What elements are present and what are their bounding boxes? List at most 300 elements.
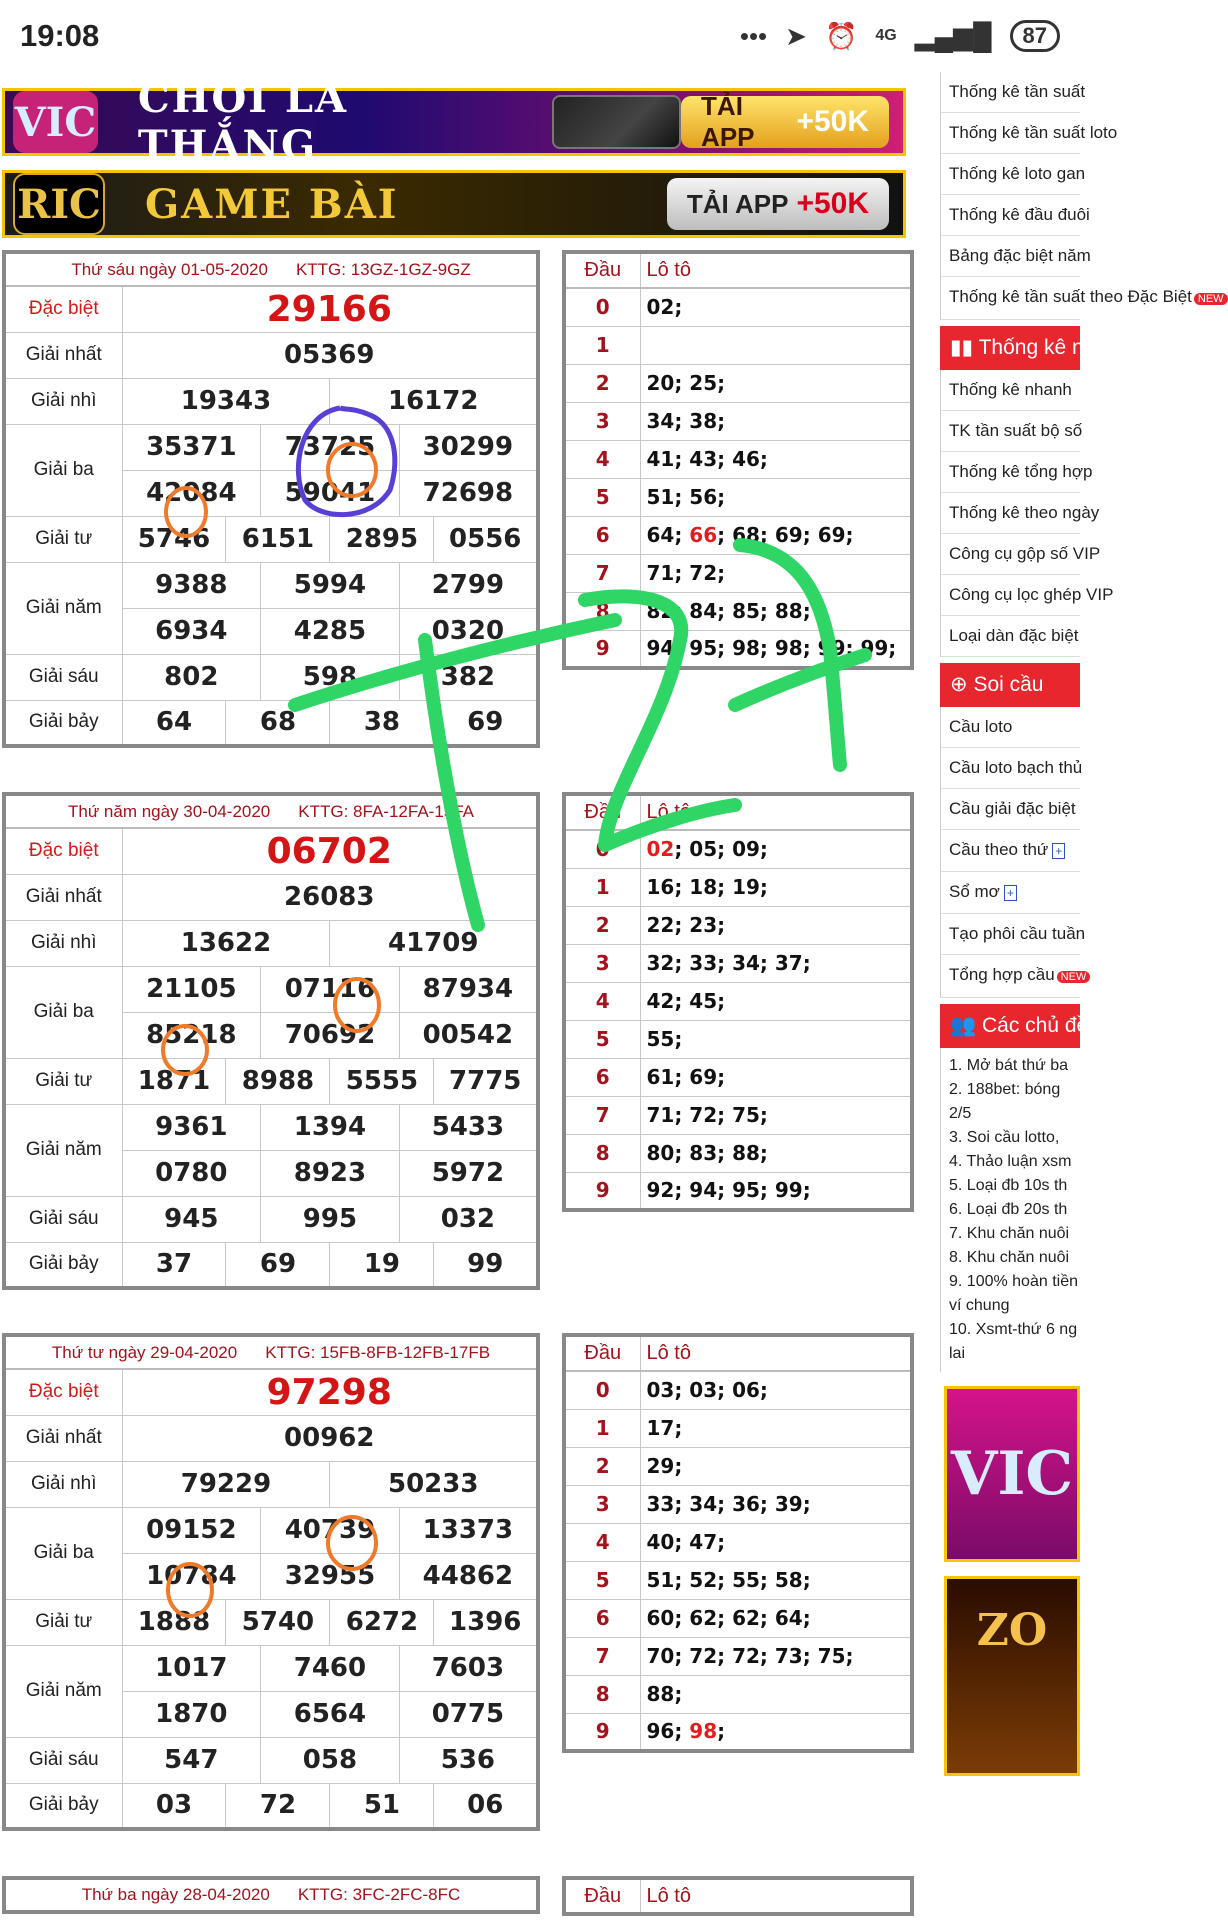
sidebar-section-thong-ke: ▮▮ Thống kê n	[940, 326, 1080, 370]
sidebar-link[interactable]	[940, 411, 1083, 452]
sidebar-link-label: Thống kê nhanh	[949, 380, 1072, 399]
kttg-code: KTTG: 8FA-12FA-15FA	[298, 801, 475, 821]
third-prize: 40739	[261, 1507, 400, 1553]
loto-row	[564, 1599, 912, 1637]
loto-digit: 2	[564, 1447, 640, 1485]
sixth-prize: 058	[261, 1737, 400, 1783]
loto-row	[564, 1096, 912, 1134]
loto-row	[564, 592, 912, 630]
result-table	[2, 1876, 540, 1914]
loto-row	[564, 288, 912, 326]
prize-label: Giải năm	[4, 1645, 122, 1737]
special-prize: 06702	[122, 828, 538, 874]
loto-values: 61; 69;	[640, 1058, 912, 1096]
status-icons	[740, 20, 1060, 52]
location-arrow-icon: ➤	[785, 20, 807, 51]
topic-link[interactable]: 6. Loại đb 20s th	[949, 1201, 1068, 1218]
seventh-prize: 69	[434, 700, 538, 746]
loto-table	[562, 792, 914, 1212]
loto-header	[564, 1335, 912, 1371]
kttg-code: KTTG: 15FB-8FB-12FB-17FB	[265, 1342, 491, 1362]
first-prize: 05369	[122, 332, 538, 378]
loto-header	[564, 1878, 912, 1914]
loto-values: 60; 62; 62; 64;	[640, 1599, 912, 1637]
loto-row	[564, 1713, 912, 1751]
loto-row	[564, 1371, 912, 1409]
expand-plus-icon[interactable]: +	[1052, 843, 1065, 859]
sidebar-link-label: Công cụ gộp số VIP	[949, 544, 1101, 563]
fifth-prize: 9388	[122, 562, 261, 608]
topic-link[interactable]: lai	[949, 1345, 966, 1362]
vic-logo: VIC	[13, 91, 98, 153]
dau-header: Đầu	[564, 794, 640, 830]
loto-digit: 5	[564, 478, 640, 516]
sidebar-link[interactable]	[940, 236, 1091, 277]
loto-values: 02; 05; 09;	[640, 830, 912, 868]
loto-values: 16; 18; 19;	[640, 868, 912, 906]
loto-digit: 6	[564, 1058, 640, 1096]
loto-digit: 4	[564, 440, 640, 478]
first-prize: 00962	[122, 1415, 538, 1461]
sidebar-link-label: Thống kê loto gan	[949, 164, 1086, 183]
draw-date: Thứ sáu ngày 01-05-2020	[71, 259, 268, 279]
loto-digit: 6	[564, 1599, 640, 1637]
third-prize: 13373	[399, 1507, 538, 1553]
loto-values	[640, 326, 912, 364]
topic-link[interactable]: 1. Mở bát thứ ba	[949, 1057, 1069, 1074]
loto-digit: 0	[564, 288, 640, 326]
seventh-prize: 69	[226, 1242, 330, 1288]
prize-label: Giải bảy	[4, 700, 122, 746]
sidebar-link[interactable]	[940, 195, 1090, 236]
loto-values: 32; 33; 34; 37;	[640, 944, 912, 982]
result-table	[2, 792, 540, 1290]
second-prize: 19343	[122, 378, 330, 424]
sidebar-link-label: Thống kê tần suất theo Đặc Biệt	[949, 287, 1192, 306]
prize-label: Đặc biệt	[4, 1369, 122, 1415]
loto-values: 94; 95; 98; 98; 99; 99;	[640, 630, 912, 668]
bonus-label: +50K	[796, 187, 869, 220]
loto-values: 92; 94; 95; 99;	[640, 1172, 912, 1210]
seventh-prize: 99	[434, 1242, 538, 1288]
users-icon: 👥	[950, 1014, 982, 1037]
loto-digit: 3	[564, 402, 640, 440]
fifth-prize: 5994	[261, 562, 400, 608]
fifth-prize: 5433	[399, 1104, 538, 1150]
sixth-prize: 945	[122, 1196, 261, 1242]
sidebar-link-label: Thống kê tần suất	[949, 82, 1086, 101]
sidebar-link-label: Thống kê đầu đuôi	[949, 205, 1090, 224]
third-prize: 10784	[122, 1553, 261, 1599]
seventh-prize: 72	[226, 1783, 330, 1829]
prize-label: Giải nhất	[4, 332, 122, 378]
prize-label: Giải bảy	[4, 1783, 122, 1829]
fifth-prize: 1394	[261, 1104, 400, 1150]
sixth-prize: 382	[399, 654, 538, 700]
fourth-prize: 2895	[330, 516, 434, 562]
loto-row	[564, 326, 912, 364]
loto-row	[564, 1058, 912, 1096]
loto-values: 80; 83; 88;	[640, 1134, 912, 1172]
alarm-icon: ⏰	[824, 20, 858, 51]
loto-row	[564, 830, 912, 868]
loto-row	[564, 516, 912, 554]
sixth-prize: 536	[399, 1737, 538, 1783]
sidebar	[940, 72, 1224, 1920]
sidebar-link-label: Cầu theo thứ	[949, 840, 1049, 859]
loto-digit: 1	[564, 326, 640, 364]
topic-link[interactable]: ví chung	[949, 1297, 1010, 1314]
loto-digit: 5	[564, 1020, 640, 1058]
third-prize: 87934	[399, 966, 538, 1012]
loto-digit: 7	[564, 554, 640, 592]
result-header	[4, 1878, 538, 1912]
sixth-prize: 032	[399, 1196, 538, 1242]
seventh-prize: 68	[226, 700, 330, 746]
sidebar-section-soi-cau: ⊕ Soi cầu	[940, 663, 1080, 707]
ric-logo: RIC	[13, 173, 105, 235]
second-prize: 79229	[122, 1461, 330, 1507]
loto-values: 82; 84; 85; 88;	[640, 592, 912, 630]
highlight-number: 98	[689, 1719, 718, 1744]
fourth-prize: 0556	[434, 516, 538, 562]
download-label: TẢI APP	[701, 91, 755, 152]
search-icon: ⊕	[950, 673, 974, 696]
sixth-prize: 598	[261, 654, 400, 700]
loto-row	[564, 944, 912, 982]
loto-values: 71; 72;	[640, 554, 912, 592]
third-prize: 70692	[261, 1012, 400, 1058]
topic-link[interactable]: 2/5	[949, 1105, 972, 1122]
battery-icon: 87	[1010, 20, 1060, 52]
third-prize: 72698	[399, 470, 538, 516]
more-dots-icon: •••	[739, 20, 768, 51]
sidebar-link[interactable]	[940, 872, 1080, 914]
loto-row	[564, 982, 912, 1020]
prize-label: Giải năm	[4, 562, 122, 654]
topic-link[interactable]: 4. Thảo luận xsm	[949, 1153, 1072, 1170]
loto-values: 51; 56;	[640, 478, 912, 516]
draw-date: Thứ năm ngày 30-04-2020	[67, 801, 271, 821]
dau-header: Đầu	[564, 1335, 640, 1371]
fourth-prize: 7775	[434, 1058, 538, 1104]
loto-row	[564, 1523, 912, 1561]
dau-header: Đầu	[564, 252, 640, 288]
sidebar-link-label: Thống kê theo ngày	[949, 503, 1100, 522]
topic-link[interactable]: 3. Soi cầu lotto,	[949, 1129, 1060, 1146]
sidebar-link-label: Bảng đặc biệt năm	[949, 246, 1091, 265]
sidebar-link-label: Cầu loto	[949, 717, 1013, 736]
fifth-prize: 9361	[122, 1104, 261, 1150]
download-app-button[interactable]	[681, 91, 889, 152]
seventh-prize: 38	[330, 700, 434, 746]
seventh-prize: 06	[434, 1783, 538, 1829]
ad-banner-ric[interactable]	[2, 170, 906, 238]
loto-digit: 5	[564, 1561, 640, 1599]
special-prize: 29166	[122, 286, 538, 332]
phone-graphic	[552, 95, 681, 149]
prize-label: Giải ba	[4, 966, 122, 1058]
loto-digit: 2	[564, 364, 640, 402]
highlight-number: 66	[689, 523, 718, 547]
loto-digit: 7	[564, 1096, 640, 1134]
loto-row	[564, 630, 912, 668]
loto-digit: 3	[564, 944, 640, 982]
prize-label: Giải nhì	[4, 920, 122, 966]
third-prize: 35371	[122, 424, 261, 470]
loto-header-label: Lô tô	[640, 1335, 912, 1371]
fourth-prize: 5740	[226, 1599, 330, 1645]
fourth-prize: 6151	[226, 516, 330, 562]
second-prize: 16172	[330, 378, 538, 424]
loto-row	[564, 868, 912, 906]
sidebar-link-label: Cầu giải đặc biệt	[949, 799, 1076, 818]
loto-digit: 0	[564, 830, 640, 868]
third-prize: 59041	[261, 470, 400, 516]
loto-values: 70; 72; 72; 73; 75;	[640, 1637, 912, 1675]
banner-slogan: GAME BÀI	[145, 180, 399, 228]
prize-label: Giải nhất	[4, 874, 122, 920]
topic-link[interactable]: 2. 188bet: bóng	[949, 1081, 1061, 1098]
prize-label: Giải năm	[4, 1104, 122, 1196]
loto-digit: 4	[564, 982, 640, 1020]
loto-header-label: Lô tô	[640, 252, 912, 288]
prize-label: Giải tư	[4, 1599, 122, 1645]
fourth-prize: 8988	[226, 1058, 330, 1104]
prize-label: Giải nhì	[4, 378, 122, 424]
loto-digit: 8	[564, 1134, 640, 1172]
loto-row	[564, 440, 912, 478]
kttg-code: KTTG: 13GZ-1GZ-9GZ	[295, 259, 471, 279]
prize-label: Giải ba	[4, 424, 122, 516]
result-header	[4, 1335, 538, 1369]
second-prize: 13622	[122, 920, 330, 966]
fifth-prize: 6564	[261, 1691, 400, 1737]
loto-values: 71; 72; 75;	[640, 1096, 912, 1134]
sidebar-link[interactable]	[940, 154, 1086, 195]
download-app-button[interactable]	[667, 178, 889, 230]
prize-label: Giải tư	[4, 516, 122, 562]
loto-values: 41; 43; 46;	[640, 440, 912, 478]
fifth-prize: 7460	[261, 1645, 400, 1691]
sidebar-link[interactable]	[940, 113, 1118, 154]
loto-header	[564, 252, 912, 288]
sidebar-link[interactable]	[940, 72, 1086, 113]
kttg-code: KTTG: 3FC-2FC-8FC	[297, 1885, 461, 1904]
loto-row	[564, 364, 912, 402]
sidebar-link[interactable]	[940, 493, 1100, 534]
result-header	[4, 794, 538, 828]
status-bar	[0, 0, 1080, 72]
loto-values: 42; 45;	[640, 982, 912, 1020]
sidebar-link[interactable]	[940, 370, 1080, 411]
draw-date: Thứ ba ngày 28-04-2020	[81, 1885, 270, 1904]
fifth-prize: 0780	[122, 1150, 261, 1196]
loto-digit: 6	[564, 516, 640, 554]
loto-digit: 4	[564, 1523, 640, 1561]
fifth-prize: 7603	[399, 1645, 538, 1691]
sixth-prize: 995	[261, 1196, 400, 1242]
sidebar-link[interactable]	[940, 616, 1080, 657]
sidebar-link[interactable]	[940, 748, 1083, 789]
loto-table	[562, 1333, 914, 1753]
loto-values: 34; 38;	[640, 402, 912, 440]
loto-row	[564, 1409, 912, 1447]
fourth-prize: 5746	[122, 516, 226, 562]
loto-values: 03; 03; 06;	[640, 1371, 912, 1409]
loto-header-label: Lô tô	[640, 1878, 912, 1914]
loto-table	[562, 1876, 914, 1916]
topic-link[interactable]: 7. Khu chăn nuôi	[949, 1225, 1070, 1242]
loto-row	[564, 1020, 912, 1058]
loto-digit: 7	[564, 1637, 640, 1675]
sidebar-link[interactable]	[940, 914, 1086, 955]
loto-digit: 9	[564, 1172, 640, 1210]
topic-list	[940, 1048, 1080, 1372]
sidebar-link[interactable]	[940, 830, 1080, 872]
chart-icon: ▮▮	[950, 336, 979, 359]
loto-values: 29;	[640, 1447, 912, 1485]
prize-label: Giải sáu	[4, 1196, 122, 1242]
second-prize: 41709	[330, 920, 538, 966]
new-badge: NEW	[1194, 293, 1228, 305]
fourth-prize: 1396	[434, 1599, 538, 1645]
fifth-prize: 6934	[122, 608, 261, 654]
seventh-prize: 37	[122, 1242, 226, 1288]
third-prize: 21105	[122, 966, 261, 1012]
sidebar-link-label: Tổng hợp cầu	[949, 965, 1055, 984]
third-prize: 44862	[399, 1553, 538, 1599]
loto-digit: 9	[564, 630, 640, 668]
highlight-number: 02	[646, 837, 675, 862]
loto-digit: 9	[564, 1713, 640, 1751]
ad-banner-vic[interactable]	[2, 75, 906, 169]
sidebar-link-label: Thống kê tổng hợp	[949, 462, 1093, 481]
loto-row	[564, 1172, 912, 1210]
loto-values: 22; 23;	[640, 906, 912, 944]
loto-values: 17;	[640, 1409, 912, 1447]
signal-icon: ▂▄▆█	[914, 20, 992, 51]
loto-values: 02;	[640, 288, 912, 326]
sidebar-link-label: Cầu loto bạch thủ	[949, 758, 1083, 777]
loto-values: 40; 47;	[640, 1523, 912, 1561]
loto-digit: 3	[564, 1485, 640, 1523]
first-prize: 26083	[122, 874, 538, 920]
third-prize: 07116	[261, 966, 400, 1012]
topic-link[interactable]: 9. 100% hoàn tiền	[949, 1273, 1078, 1290]
loto-values: 55;	[640, 1020, 912, 1058]
seventh-prize: 19	[330, 1242, 434, 1288]
third-prize: 09152	[122, 1507, 261, 1553]
sidebar-link[interactable]	[940, 277, 1224, 320]
fourth-prize: 6272	[330, 1599, 434, 1645]
expand-plus-icon[interactable]: +	[1004, 885, 1017, 901]
loto-values: 96; 98;	[640, 1713, 912, 1751]
third-prize: 42084	[122, 470, 261, 516]
result-header	[4, 252, 538, 286]
result-table	[2, 1333, 540, 1831]
result-table	[2, 250, 540, 748]
loto-row	[564, 1637, 912, 1675]
sidebar-ad-vic[interactable]: VIC	[944, 1386, 1080, 1562]
sidebar-link-label: Sổ mơ	[949, 882, 1000, 901]
dau-header: Đầu	[564, 1878, 640, 1914]
fourth-prize: 1888	[122, 1599, 226, 1645]
special-prize: 97298	[122, 1369, 538, 1415]
fourth-prize: 5555	[330, 1058, 434, 1104]
sidebar-link[interactable]	[940, 789, 1080, 830]
second-prize: 50233	[330, 1461, 538, 1507]
fifth-prize: 2799	[399, 562, 538, 608]
fifth-prize: 5972	[399, 1150, 538, 1196]
fifth-prize: 0320	[399, 608, 538, 654]
third-prize: 00542	[399, 1012, 538, 1058]
prize-label: Đặc biệt	[4, 828, 122, 874]
sidebar-link-label: Tạo phôi cầu tuần	[949, 924, 1086, 943]
bonus-label: +50K	[796, 105, 869, 138]
loto-row	[564, 1447, 912, 1485]
third-prize: 32955	[261, 1553, 400, 1599]
sidebar-section-chu-de: 👥 Các chủ đề	[940, 1004, 1080, 1048]
prize-label: Đặc biệt	[4, 286, 122, 332]
topic-link[interactable]: 5. Loại đb 10s th	[949, 1177, 1068, 1194]
loto-header-label: Lô tô	[640, 794, 912, 830]
sixth-prize: 547	[122, 1737, 261, 1783]
sidebar-link[interactable]	[940, 452, 1093, 493]
sidebar-link[interactable]	[940, 534, 1101, 575]
sidebar-link[interactable]	[940, 707, 1080, 748]
loto-digit: 2	[564, 906, 640, 944]
prize-label: Giải nhì	[4, 1461, 122, 1507]
fifth-prize: 0775	[399, 1691, 538, 1737]
prize-label: Giải sáu	[4, 654, 122, 700]
prize-label: Giải bảy	[4, 1242, 122, 1288]
sidebar-link[interactable]	[940, 955, 1087, 998]
loto-row	[564, 1134, 912, 1172]
loto-row	[564, 554, 912, 592]
loto-values: 51; 52; 55; 58;	[640, 1561, 912, 1599]
seventh-prize: 03	[122, 1783, 226, 1829]
loto-digit: 8	[564, 592, 640, 630]
status-time: 19:08	[20, 18, 100, 53]
topic-link[interactable]: 10. Xsmt-thứ 6 ng	[949, 1321, 1078, 1338]
third-prize: 30299	[399, 424, 538, 470]
topic-link[interactable]: 8. Khu chăn nuôi	[949, 1249, 1070, 1266]
prize-label: Giải ba	[4, 1507, 122, 1599]
sidebar-ad-zowin[interactable]: ZO	[944, 1576, 1080, 1776]
sidebar-link[interactable]	[940, 575, 1114, 616]
new-badge: NEW	[1057, 971, 1091, 983]
loto-row	[564, 1675, 912, 1713]
loto-table	[562, 250, 914, 670]
fourth-prize: 1871	[122, 1058, 226, 1104]
loto-values: 88;	[640, 1675, 912, 1713]
loto-row	[564, 1485, 912, 1523]
loto-values: 20; 25;	[640, 364, 912, 402]
sidebar-link-label: Thống kê tần suất loto	[949, 123, 1118, 142]
fifth-prize: 1870	[122, 1691, 261, 1737]
loto-row	[564, 478, 912, 516]
third-prize: 73725	[261, 424, 400, 470]
prize-label: Giải sáu	[4, 1737, 122, 1783]
seventh-prize: 64	[122, 700, 226, 746]
prize-label: Giải nhất	[4, 1415, 122, 1461]
prize-label: Giải tư	[4, 1058, 122, 1104]
loto-digit: 8	[564, 1675, 640, 1713]
fifth-prize: 4285	[261, 608, 400, 654]
fifth-prize: 8923	[261, 1150, 400, 1196]
draw-date: Thứ tư ngày 29-04-2020	[51, 1342, 238, 1362]
